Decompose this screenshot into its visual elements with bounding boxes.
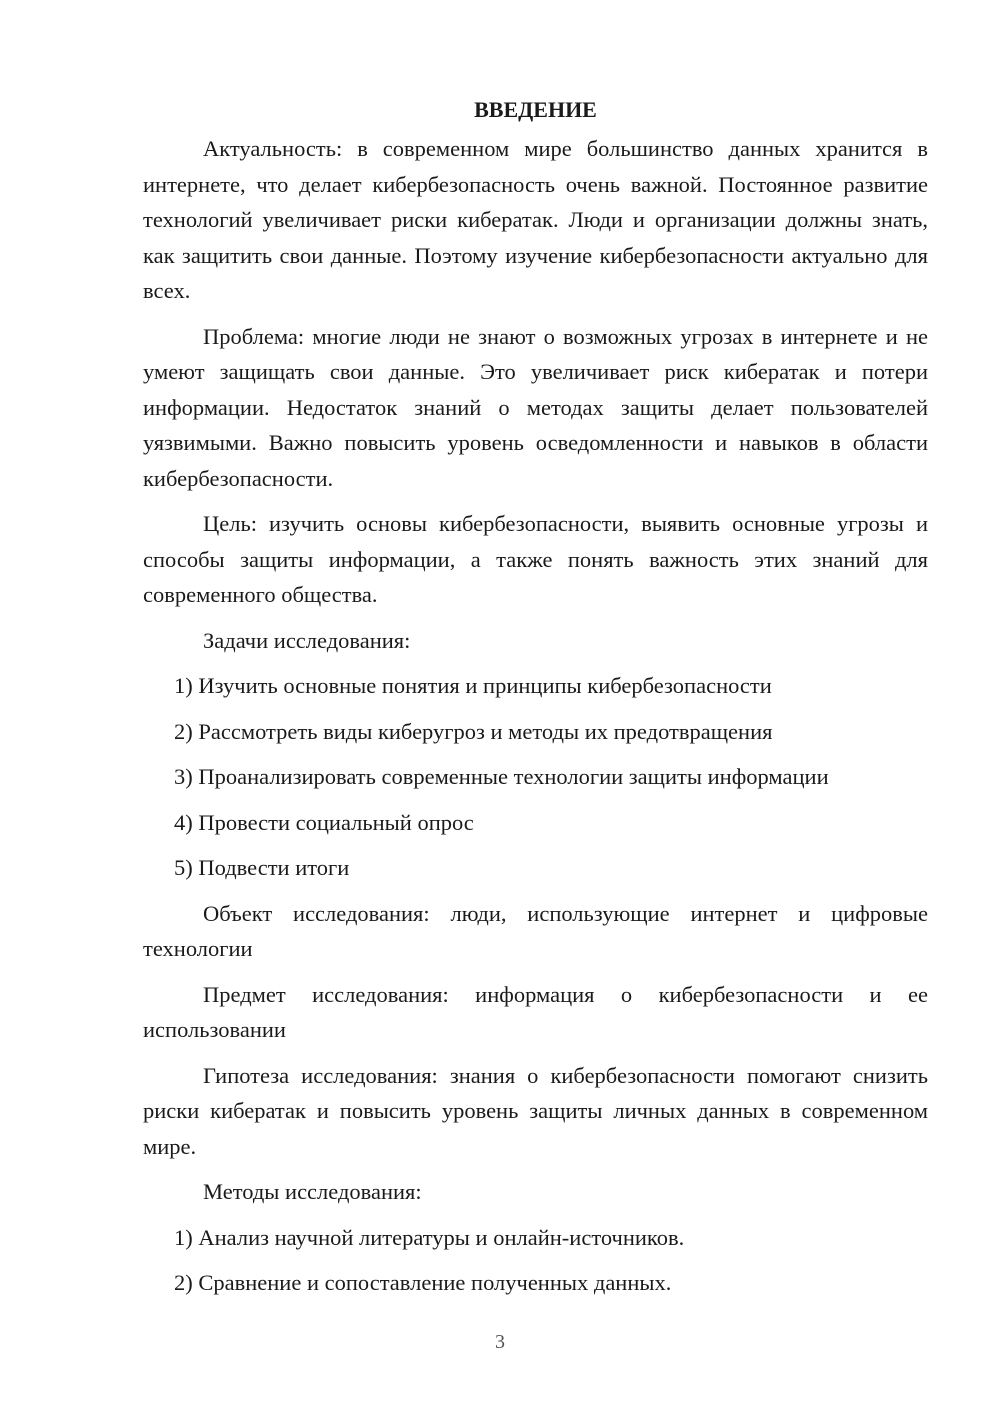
- page-number: 3: [495, 1331, 505, 1353]
- hypothesis-paragraph: Гипотеза исследования: знания о кибербезопасности помогают снизить риски кибератак и повысить уровень защиты личных данных в современном мире.: [143, 1062, 928, 1159]
- tasks-heading: Задачи исследования:: [203, 627, 411, 653]
- goal-paragraph: Цель: изучить основы кибербезопасности, выявить основные угрозы и способы защиты информации, а также понять важность этих знаний для современного общества.: [143, 511, 928, 607]
- task-item-3: 3) Проанализировать современные технологии защиты информации: [174, 764, 829, 789]
- page-title: ВВЕДЕНИЕ: [474, 97, 597, 122]
- method-item-2: 2) Сравнение и сопоставление полученных данных.: [174, 1270, 672, 1295]
- problem-paragraph: Проблема: многие люди не знают о возможных угрозах в интернете и не умеют защищать свои данные. Это увеличивает риск кибератак и потери информации. Недостаток знаний о методах защиты делает пользователей уязвимыми. Важно повысить уровень осведомленности и навыков в области кибербезопасности.: [143, 323, 928, 491]
- method-item-1: 1) Анализ научной литературы и онлайн-источников.: [174, 1224, 685, 1250]
- methods-heading: Методы исследования:: [203, 1179, 422, 1204]
- task-item-5: 5) Подвести итоги: [174, 855, 350, 880]
- document-page: [143, 92, 928, 1311]
- task-item-2: 2) Рассмотреть виды киберугроз и методы их предотвращения: [174, 718, 773, 744]
- task-item-4: 4) Провести социальный опрос: [174, 809, 474, 835]
- relevance-paragraph: Актуальность: в современном мире большинство данных хранится в интернете, что делает кибербезопасность очень важной. Постоянное развитие технологий увеличивает риски кибератак. Люди и организации должны знать, как защитить свои данные. Поэтому изучение кибербезопасности актуально для всех.: [143, 136, 928, 303]
- task-item-1: 1) Изучить основные понятия и принципы кибербезопасности: [174, 673, 772, 698]
- object-paragraph: Объект исследования: люди, использующие интернет и цифровые технологии: [143, 900, 928, 961]
- subject-paragraph: Предмет исследования: информация о кибербезопасности и ее использовании: [143, 981, 928, 1042]
